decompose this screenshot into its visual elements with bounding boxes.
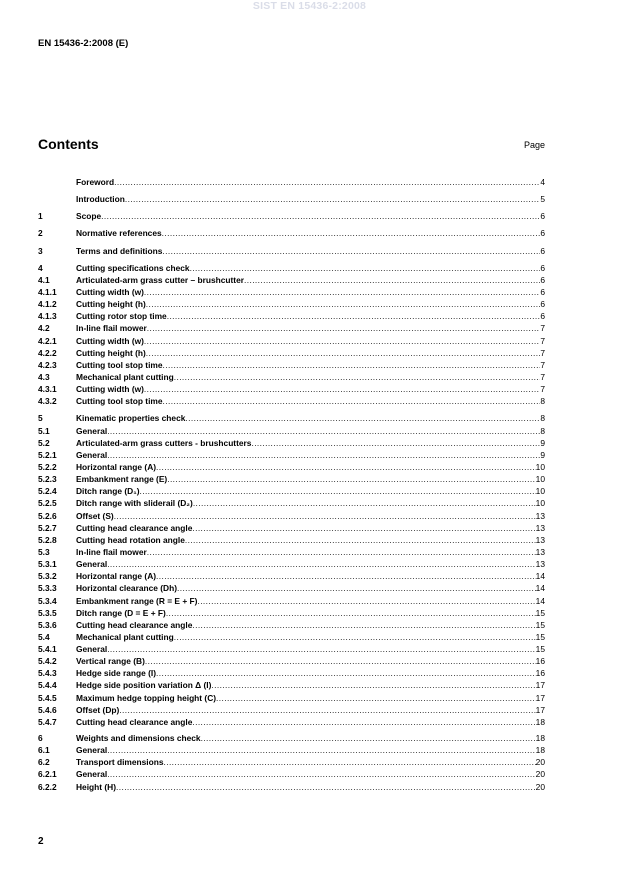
toc-entry-page: 17 xyxy=(535,692,545,703)
toc-entry-title: In-line flail mower xyxy=(76,546,147,557)
toc-entry-page: 7 xyxy=(540,347,545,358)
toc-entry[interactable] xyxy=(38,359,545,371)
toc-dot-leader xyxy=(190,262,541,274)
toc-entry-page: 15 xyxy=(535,644,545,655)
toc-entry-page: 14 xyxy=(535,571,545,582)
toc-dot-leader xyxy=(114,510,536,522)
toc-entry-number: 4.1.3 xyxy=(38,311,57,322)
toc-entry-page: 13 xyxy=(535,510,545,521)
page-column-label: Page xyxy=(523,140,545,150)
toc-dot-leader xyxy=(162,245,540,257)
toc-entry-number: 6.2.2 xyxy=(38,781,57,792)
toc-entry-page: 6 xyxy=(540,286,545,297)
table-of-contents xyxy=(38,176,545,793)
toc-entry[interactable] xyxy=(38,497,545,509)
toc-entry-title: Horizontal clearance (Dh) xyxy=(76,583,177,594)
toc-entry[interactable] xyxy=(38,558,545,570)
toc-entry-title: In-line flail mower xyxy=(76,323,147,334)
toc-entry[interactable] xyxy=(38,286,545,298)
toc-entry[interactable] xyxy=(38,643,545,655)
toc-entry-number: 4.3.1 xyxy=(38,384,57,395)
toc-entry-title: Vertical range (B) xyxy=(76,656,145,667)
toc-entry-title: Embankment range (R = E + F) xyxy=(76,595,198,606)
toc-entry-number: 5.3.1 xyxy=(38,559,57,570)
toc-dot-leader xyxy=(107,643,535,655)
toc-entry-title: Cutting width (w) xyxy=(76,335,144,346)
toc-entry-title: Cutting width (w) xyxy=(76,384,144,395)
toc-entry-title: Ditch range (D₁) xyxy=(76,486,140,497)
toc-entry-page: 20 xyxy=(535,757,545,768)
toc-entry-page: 20 xyxy=(535,769,545,780)
toc-entry-page: 6 xyxy=(540,299,545,310)
toc-dot-leader xyxy=(185,534,536,546)
toc-entry-number: 5.2.6 xyxy=(38,510,57,521)
toc-entry[interactable] xyxy=(38,395,545,407)
toc-entry-number: 5.2.7 xyxy=(38,522,57,533)
toc-entry-page: 13 xyxy=(535,559,545,570)
toc-entry-title: Maximum hedge topping height (C) xyxy=(76,692,217,703)
toc-entry-page: 8 xyxy=(540,396,545,407)
toc-entry-number: 5.2 xyxy=(38,437,50,448)
toc-dot-leader xyxy=(192,619,535,631)
toc-entry-number: 5.2.1 xyxy=(38,449,57,460)
toc-dot-leader xyxy=(144,383,540,395)
toc-entry-title: Introduction xyxy=(76,194,125,205)
toc-entry-page: 13 xyxy=(535,546,545,557)
toc-entry-page: 15 xyxy=(535,607,545,618)
toc-entry-page: 9 xyxy=(540,449,545,460)
toc-entry-number: 5.3.5 xyxy=(38,607,57,618)
toc-dot-leader xyxy=(197,595,535,607)
toc-dot-leader xyxy=(140,485,536,497)
toc-entry[interactable] xyxy=(38,347,545,359)
toc-dot-leader xyxy=(251,437,540,449)
toc-entry[interactable] xyxy=(38,607,545,619)
toc-entry-page: 6 xyxy=(540,262,545,273)
toc-entry-number: 4.2.1 xyxy=(38,335,57,346)
toc-entry-page: 16 xyxy=(535,656,545,667)
toc-entry-title: General xyxy=(76,644,108,655)
toc-entry-number: 5.4 xyxy=(38,631,50,642)
toc-dot-leader xyxy=(185,412,540,424)
toc-entry-title: Ditch range with sliderail (D₂) xyxy=(76,498,193,509)
toc-entry[interactable] xyxy=(38,679,545,691)
toc-dot-leader xyxy=(144,335,540,347)
toc-entry[interactable] xyxy=(38,692,545,704)
toc-entry-number: 4.1 xyxy=(38,274,50,285)
contents-heading xyxy=(38,136,545,154)
toc-entry-title: Transport dimensions xyxy=(76,757,164,768)
toc-entry-number: 5.4.4 xyxy=(38,680,57,691)
toc-dot-leader xyxy=(164,756,536,768)
toc-entry-page: 14 xyxy=(535,595,545,606)
toc-dot-leader xyxy=(116,781,536,793)
page-number: 2 xyxy=(38,836,44,847)
toc-entry-number: 5.3.3 xyxy=(38,583,57,594)
toc-entry[interactable] xyxy=(38,546,545,558)
toc-entry-number: 5.3 xyxy=(38,546,50,557)
toc-dot-leader xyxy=(125,193,540,205)
toc-dot-leader xyxy=(162,227,541,239)
toc-dot-leader xyxy=(174,371,541,383)
toc-dot-leader xyxy=(145,655,536,667)
toc-entry-number: 3 xyxy=(38,245,43,256)
toc-entry-number: 1 xyxy=(38,211,43,222)
toc-entry-number: 4.2.2 xyxy=(38,347,57,358)
toc-dot-leader xyxy=(163,395,541,407)
toc-entry-page: 15 xyxy=(535,619,545,630)
toc-entry[interactable] xyxy=(38,510,545,522)
toc-dot-leader xyxy=(114,176,540,188)
toc-entry-title: Cutting head rotation angle xyxy=(76,534,185,545)
contents-title: Contents xyxy=(38,136,99,152)
toc-entry-number: 6 xyxy=(38,733,43,744)
toc-dot-leader xyxy=(167,473,535,485)
toc-dot-leader xyxy=(101,210,540,222)
toc-entry[interactable] xyxy=(38,485,545,497)
toc-entry-page: 10 xyxy=(535,498,545,509)
toc-entry-title: Articulated-arm grass cutter – brushcutter xyxy=(76,274,245,285)
toc-entry-title: Foreword xyxy=(76,177,115,187)
toc-entry-title: Cutting specifications check xyxy=(76,262,190,273)
toc-entry-title: Ditch range (D = E + F) xyxy=(76,607,166,618)
toc-entry-number: 6.1 xyxy=(38,745,50,756)
toc-entry[interactable] xyxy=(38,193,545,205)
toc-entry-page: 7 xyxy=(540,335,545,346)
toc-entry-title: Horizontal range (A) xyxy=(76,571,157,582)
toc-entry-page: 5 xyxy=(540,194,545,205)
toc-entry-title: Cutting head clearance angle xyxy=(76,716,193,727)
toc-entry-page: 10 xyxy=(535,461,545,472)
toc-entry-page: 17 xyxy=(535,680,545,691)
toc-entry-number: 5.2.4 xyxy=(38,486,57,497)
toc-entry-page: 16 xyxy=(535,668,545,679)
toc-entry-number: 2 xyxy=(38,228,43,239)
toc-dot-leader xyxy=(193,497,536,509)
toc-entry-title: Mechanical plant cutting xyxy=(76,371,174,382)
toc-dot-leader xyxy=(146,347,541,359)
toc-entry-title: Cutting height (h) xyxy=(76,299,146,310)
toc-entry-title: Terms and definitions xyxy=(76,245,163,256)
toc-entry-page: 6 xyxy=(540,274,545,285)
toc-dot-leader xyxy=(201,732,536,744)
toc-entry[interactable] xyxy=(38,298,545,310)
toc-dot-leader xyxy=(166,607,536,619)
toc-entry[interactable] xyxy=(38,619,545,631)
toc-dot-leader xyxy=(107,744,535,756)
toc-dot-leader xyxy=(147,546,536,558)
toc-entry[interactable] xyxy=(38,322,545,334)
toc-entry-title: Horizontal range (A) xyxy=(76,461,157,472)
toc-entry-number: 4 xyxy=(38,262,43,273)
toc-entry-number: 5.3.2 xyxy=(38,571,57,582)
toc-entry[interactable] xyxy=(38,756,545,768)
toc-entry-number: 5.4.1 xyxy=(38,644,57,655)
toc-entry-number: 5.4.2 xyxy=(38,656,57,667)
toc-entry[interactable] xyxy=(38,522,545,534)
toc-entry-number: 4.3 xyxy=(38,371,50,382)
toc-dot-leader xyxy=(192,716,535,728)
toc-dot-leader xyxy=(244,274,540,286)
toc-entry-title: Embankment range (E) xyxy=(76,474,168,485)
toc-entry-page: 8 xyxy=(540,425,545,436)
toc-entry-title: General xyxy=(76,769,108,780)
toc-entry-title: Cutting head clearance angle xyxy=(76,522,193,533)
toc-entry-page: 7 xyxy=(540,371,545,382)
toc-dot-leader xyxy=(156,461,536,473)
toc-entry-title: Normative references xyxy=(76,228,162,239)
toc-entry[interactable] xyxy=(38,582,545,594)
toc-entry[interactable] xyxy=(38,274,545,286)
toc-entry[interactable] xyxy=(38,667,545,679)
toc-entry-title: Kinematic properties check xyxy=(76,413,186,424)
toc-entry[interactable] xyxy=(38,631,545,643)
toc-entry-page: 18 xyxy=(535,716,545,727)
toc-entry-title: Hedge side range (I) xyxy=(76,668,157,679)
document-id: EN 15436-2:2008 (E) xyxy=(38,38,129,49)
toc-entry-title: Offset (Dp) xyxy=(76,704,120,715)
toc-dot-leader xyxy=(107,768,535,780)
toc-entry-title: Cutting rotor stop time xyxy=(76,311,167,322)
toc-entry[interactable] xyxy=(38,570,545,582)
toc-entry-page: 7 xyxy=(540,323,545,334)
toc-entry[interactable] xyxy=(38,262,545,274)
toc-entry-page: 6 xyxy=(540,211,545,222)
toc-entry-title: Weights and dimensions check xyxy=(76,733,201,744)
toc-entry[interactable] xyxy=(38,744,545,756)
toc-entry[interactable] xyxy=(38,534,545,546)
toc-entry-page: 7 xyxy=(540,384,545,395)
toc-dot-leader xyxy=(146,298,541,310)
toc-entry[interactable] xyxy=(38,473,545,485)
toc-entry-number: 5.2.3 xyxy=(38,474,57,485)
toc-entry-page: 6 xyxy=(540,311,545,322)
toc-entry-page: 17 xyxy=(535,704,545,715)
toc-entry[interactable] xyxy=(38,449,545,461)
toc-entry-number: 5.4.7 xyxy=(38,716,57,727)
toc-entry[interactable] xyxy=(38,245,545,257)
toc-entry-number: 5 xyxy=(38,413,43,424)
toc-entry-title: Height (H) xyxy=(76,781,117,792)
toc-entry[interactable] xyxy=(38,310,545,322)
toc-entry[interactable] xyxy=(38,176,545,188)
toc-dot-leader xyxy=(147,322,541,334)
toc-entry-page: 6 xyxy=(540,228,545,239)
toc-entry-page: 10 xyxy=(535,486,545,497)
toc-dot-leader xyxy=(156,570,536,582)
toc-entry[interactable] xyxy=(38,210,545,222)
toc-entry-title: Hedge side position variation Δ (I) xyxy=(76,680,212,691)
toc-dot-leader xyxy=(163,359,541,371)
toc-entry[interactable] xyxy=(38,768,545,780)
toc-dot-leader xyxy=(167,310,541,322)
toc-entry-number: 5.3.6 xyxy=(38,619,57,630)
toc-entry-number: 4.2 xyxy=(38,323,50,334)
toc-entry-page: 8 xyxy=(540,413,545,424)
toc-entry-number: 5.2.8 xyxy=(38,534,57,545)
toc-entry-page: 10 xyxy=(535,474,545,485)
toc-entry[interactable] xyxy=(38,732,545,744)
toc-dot-leader xyxy=(144,286,540,298)
toc-entry-page: 13 xyxy=(535,534,545,545)
toc-entry-page: 7 xyxy=(540,359,545,370)
toc-entry-number: 5.4.5 xyxy=(38,692,57,703)
toc-entry-number: 6.2.1 xyxy=(38,769,57,780)
toc-entry-page: 6 xyxy=(540,245,545,256)
toc-entry-title: Cutting height (h) xyxy=(76,347,146,358)
toc-dot-leader xyxy=(192,522,535,534)
toc-entry-number: 4.1.1 xyxy=(38,286,57,297)
toc-entry-page: 13 xyxy=(535,522,545,533)
toc-entry[interactable] xyxy=(38,371,545,383)
toc-dot-leader xyxy=(107,449,540,461)
toc-entry-number: 5.3.4 xyxy=(38,595,57,606)
toc-entry-title: General xyxy=(76,449,108,460)
toc-entry-page: 4 xyxy=(540,177,545,187)
toc-entry-title: Cutting tool stop time xyxy=(76,396,163,407)
toc-entry-number: 4.2.3 xyxy=(38,359,57,370)
toc-entry-title: Mechanical plant cutting xyxy=(76,631,174,642)
toc-entry-page: 15 xyxy=(535,631,545,642)
toc-dot-leader xyxy=(174,631,536,643)
toc-dot-leader xyxy=(211,679,535,691)
toc-entry-title: Offset (S) xyxy=(76,510,114,521)
toc-entry-number: 6.2 xyxy=(38,757,50,768)
toc-entry[interactable] xyxy=(38,425,545,437)
toc-entry-title: Cutting tool stop time xyxy=(76,359,163,370)
toc-entry-title: Articulated-arm grass cutters - brushcutters xyxy=(76,437,252,448)
toc-entry-number: 5.1 xyxy=(38,425,50,436)
toc-entry[interactable] xyxy=(38,595,545,607)
toc-entry-number: 5.2.5 xyxy=(38,498,57,509)
toc-entry[interactable] xyxy=(38,335,545,347)
toc-entry-page: 18 xyxy=(535,745,545,756)
toc-entry[interactable] xyxy=(38,704,545,716)
watermark: SIST EN 15436-2:2008 xyxy=(252,0,367,12)
toc-entry[interactable] xyxy=(38,781,545,793)
toc-entry-title: General xyxy=(76,425,108,436)
toc-entry-title: Cutting width (w) xyxy=(76,286,144,297)
toc-entry-title: General xyxy=(76,745,108,756)
toc-entry-page: 14 xyxy=(535,583,545,594)
toc-dot-leader xyxy=(119,704,535,716)
toc-entry-number: 5.2.2 xyxy=(38,461,57,472)
toc-entry[interactable] xyxy=(38,437,545,449)
toc-entry-title: Scope xyxy=(76,211,102,222)
toc-entry-page: 20 xyxy=(535,781,545,792)
toc-entry[interactable] xyxy=(38,716,545,728)
toc-entry-number: 5.4.6 xyxy=(38,704,57,715)
toc-entry-page: 18 xyxy=(535,733,545,744)
toc-dot-leader xyxy=(156,667,536,679)
toc-entry[interactable] xyxy=(38,227,545,239)
toc-entry[interactable] xyxy=(38,412,545,424)
toc-entry-title: General xyxy=(76,559,108,570)
toc-entry-number: 5.4.3 xyxy=(38,668,57,679)
toc-entry[interactable] xyxy=(38,655,545,667)
toc-dot-leader xyxy=(107,558,535,570)
toc-dot-leader xyxy=(216,692,536,704)
toc-entry[interactable] xyxy=(38,461,545,473)
toc-entry-page: 9 xyxy=(540,437,545,448)
toc-dot-leader xyxy=(107,425,540,437)
toc-entry-number: 4.1.2 xyxy=(38,299,57,310)
toc-entry-number: 4.3.2 xyxy=(38,396,57,407)
toc-entry-title: Cutting head clearance angle xyxy=(76,619,193,630)
toc-dot-leader xyxy=(177,582,536,594)
toc-entry[interactable] xyxy=(38,383,545,395)
